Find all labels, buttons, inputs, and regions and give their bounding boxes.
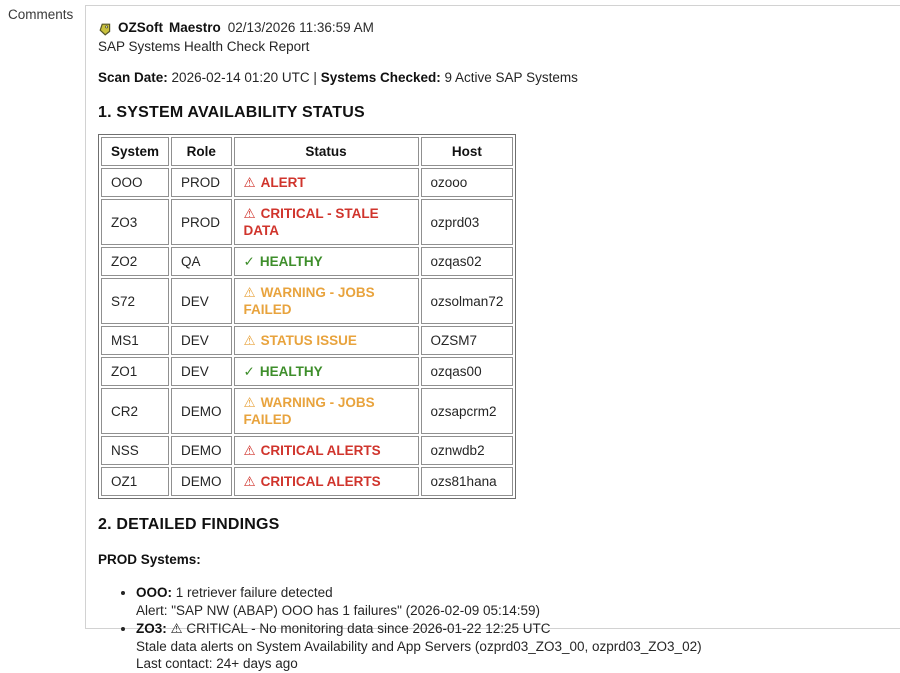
scan-date-value: 2026-02-14 01:20 UTC: [171, 70, 310, 85]
report-title: SAP Systems Health Check Report: [98, 39, 310, 54]
cell-status: [234, 357, 419, 386]
cell-role: DEV: [171, 278, 232, 324]
cell-system: CR2: [101, 388, 169, 434]
table-row: [101, 326, 513, 355]
cell-system: ZO1: [101, 357, 169, 386]
prod-systems-group-label: PROD Systems:: [98, 552, 201, 567]
finding-system-label: ZO3:: [136, 621, 167, 636]
cell-host: ozooo: [421, 168, 514, 197]
cell-role: PROD: [171, 168, 232, 197]
cell-host: ozsolman72: [421, 278, 514, 324]
status-label: CRITICAL ALERTS: [260, 474, 381, 489]
warning-icon: ⚠: [243, 443, 256, 458]
cell-system: MS1: [101, 326, 169, 355]
cell-host: oznwdb2: [421, 436, 514, 465]
cell-role: DEMO: [171, 467, 232, 496]
cell-system: S72: [101, 278, 169, 324]
status-label: CRITICAL ALERTS: [260, 443, 381, 458]
section-2-heading: 2. DETAILED FINDINGS: [98, 516, 280, 533]
cell-status: [234, 247, 419, 276]
comments-section-label: Comments: [8, 7, 74, 22]
status-label: WARNING - JOBS FAILED: [243, 285, 375, 317]
table-row: [101, 278, 513, 324]
cell-status: [234, 199, 419, 245]
check-icon: ✓: [243, 364, 255, 379]
warning-icon: ⚠: [243, 206, 256, 221]
cell-status: [234, 326, 419, 355]
finding-summary-line: • ZO3: ⚠ CRITICAL - No monitoring data since 2026-01-22 12:25 UTC: [136, 621, 551, 636]
comment-timestamp: 02/13/2026 11:36:59 AM: [227, 20, 374, 35]
findings-list: [98, 584, 900, 673]
finding-system-label: OOO:: [136, 585, 172, 600]
table-row: [101, 436, 513, 465]
cell-role: DEV: [171, 357, 232, 386]
cell-system: OZ1: [101, 467, 169, 496]
comment-panel: [85, 5, 900, 671]
scan-summary-line: [98, 69, 900, 87]
systems-checked-label: Systems Checked:: [320, 70, 441, 85]
column-header-host: Host: [421, 137, 514, 166]
cell-host: ozsapcrm2: [421, 388, 514, 434]
cell-status: [234, 168, 419, 197]
status-label: ALERT: [260, 175, 306, 190]
cell-status: [234, 278, 419, 324]
warning-icon: ⚠: [243, 395, 256, 410]
table-row: [101, 388, 513, 434]
finding-item: [136, 584, 900, 619]
status-label: WARNING - JOBS FAILED: [243, 395, 375, 427]
table-row: [101, 357, 513, 386]
cell-role: DEV: [171, 326, 232, 355]
finding-summary-line: • OOO: 1 retriever failure detected: [136, 585, 333, 600]
warning-icon: ⚠: [243, 175, 256, 190]
table-header-row: [101, 137, 513, 166]
author-name[interactable]: OZSoft: [118, 20, 163, 35]
cell-system: NSS: [101, 436, 169, 465]
scan-date-label: Scan Date:: [98, 70, 168, 85]
systems-checked-value: 9 Active SAP Systems: [444, 70, 578, 85]
cell-host: ozqas00: [421, 357, 514, 386]
cell-status: [234, 467, 419, 496]
warning-icon: ⚠: [243, 285, 256, 300]
warning-icon: ⚠: [243, 474, 256, 489]
column-header-role: Role: [171, 137, 232, 166]
warning-icon: ⚠: [243, 333, 256, 348]
cell-role: QA: [171, 247, 232, 276]
column-header-status: Status: [234, 137, 419, 166]
table-row: [101, 247, 513, 276]
cell-host: OZSM7: [421, 326, 514, 355]
cell-role: PROD: [171, 199, 232, 245]
finding-detail-line: Alert: "SAP NW (ABAP) OOO has 1 failures" (2026-02-09 05:14:59): [136, 602, 541, 618]
author-name-second[interactable]: Maestro: [169, 20, 221, 35]
cell-host: ozqas02: [421, 247, 514, 276]
availability-table-body: [101, 168, 513, 496]
cell-system: ZO3: [101, 199, 169, 245]
cell-host: ozprd03: [421, 199, 514, 245]
finding-detail-line: Last contact: 24+ days ago: [136, 656, 298, 671]
cell-role: DEMO: [171, 388, 232, 434]
cell-system: OOO: [101, 168, 169, 197]
cell-system: ZO2: [101, 247, 169, 276]
comment-header: [98, 19, 900, 37]
cell-status: [234, 436, 419, 465]
finding-item: [136, 620, 900, 673]
cell-status: [234, 388, 419, 434]
status-label: STATUS ISSUE: [260, 333, 357, 348]
column-header-system: System: [101, 137, 169, 166]
status-label: HEALTHY: [259, 254, 323, 269]
section-1-heading: 1. SYSTEM AVAILABILITY STATUS: [98, 104, 365, 121]
cell-role: DEMO: [171, 436, 232, 465]
finding-detail-line: Stale data alerts on System Availability and App Servers (ozprd03_ZO3_00, ozprd03_ZO3_02): [136, 638, 702, 654]
scan-separator: |: [313, 70, 317, 85]
status-label: CRITICAL - STALE DATA: [243, 206, 379, 238]
table-row: [101, 467, 513, 496]
status-label: HEALTHY: [259, 364, 323, 379]
cell-host: ozs81hana: [421, 467, 514, 496]
availability-table: [98, 134, 516, 499]
table-row: [101, 168, 513, 197]
check-icon: ✓: [243, 254, 255, 269]
note-tag-icon: [98, 23, 111, 36]
table-row: [101, 199, 513, 245]
